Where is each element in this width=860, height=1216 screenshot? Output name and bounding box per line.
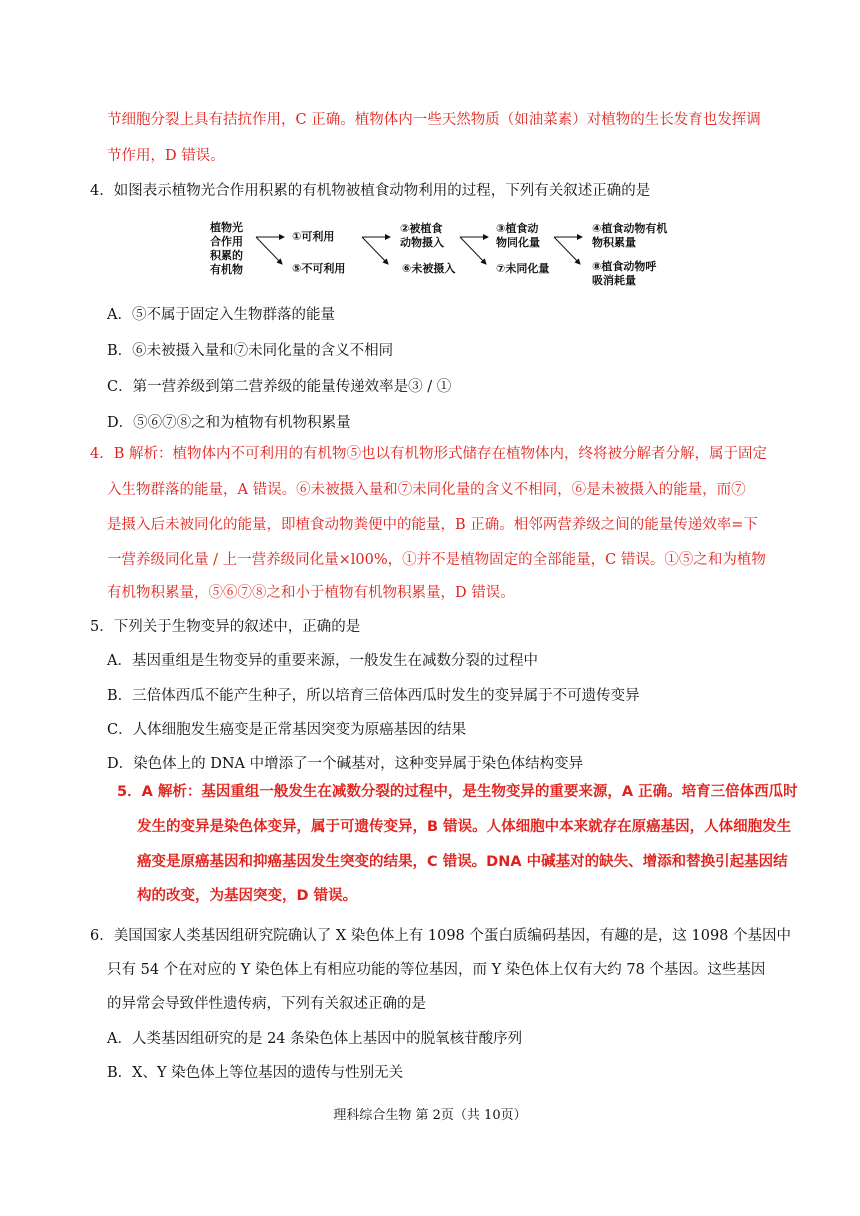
prev-answer-line-2: 节作用，D 错误。 [107, 148, 225, 164]
q5-answer-line-3: 癌变是原癌基因和抑癌基因发生突变的结果，C 错误。DNA 中碱基对的缺失、增添和替换引起基因结 [137, 854, 788, 870]
node-5-unusable: ⑤不可利用 [292, 262, 346, 275]
q5-option-d: D．染色体上的 DNA 中增添了一个碱基对，这种变异属于染色体结构变异 [107, 756, 584, 772]
node-8-respiration: ⑧植食动物呼 吸消耗量 [592, 260, 657, 287]
q4-answer-line-2: 入生物群落的能量，A 错误。⑥未被摄入量和⑦未同化量的含义不相同，⑥是未被摄入的能量，而⑦ [107, 482, 746, 498]
q4-stem: 4．如图表示植物光合作用积累的有机物被植食动物利用的过程，下列有关叙述正确的是 [90, 183, 651, 199]
q5-option-b: B．三倍体西瓜不能产生种子，所以培育三倍体西瓜时发生的变异属于不可遗传变异 [107, 688, 640, 704]
q6-option-b: B．X、Y 染色体上等位基因的遗传与性别无关 [107, 1065, 404, 1081]
node-7-not-assimilated: ⑦未同化量 [496, 262, 550, 275]
node-6-not-ingested: ⑥未被摄入 [402, 262, 456, 275]
page-footer: 理科综合生物 第 2页（共 10页） [333, 1108, 527, 1123]
q6-stem-line-1: 6．美国国家人类基因组研究院确认了 X 染色体上有 1098 个蛋白质编码基因，有趣的是，这 1098 个基因中 [90, 928, 792, 944]
q5-stem: 5．下列关于生物变异的叙述中，正确的是 [90, 619, 361, 635]
energy-flow-diagram [200, 218, 700, 292]
q6-stem-line-2: 只有 54 个在对应的 Y 染色体上有相应功能的等位基因，而 Y 染色体上仅有大约 78 个基因。这些基因 [107, 962, 766, 978]
node-source: 植物光 合作用 积累的 有机物 [210, 221, 243, 276]
prev-answer-line-1: 节细胞分裂上具有拮抗作用，C 正确。植物体内一些天然物质（如油菜素）对植物的生长发育也发挥调 [107, 112, 761, 128]
q5-answer-line-1: 5．A 解析：基因重组一般发生在减数分裂的过程中，是生物变异的重要来源，A 正确。培育三倍体西瓜时 [117, 784, 798, 800]
q4-answer-line-5: 有机物积累量，⑤⑥⑦⑧之和小于植物有机物积累量，D 错误。 [107, 585, 515, 601]
node-2-ingested: ②被植食 动物摄入 [400, 222, 444, 249]
q5-answer-line-4: 构的改变，为基因突变，D 错误。 [137, 888, 358, 904]
q4-option-c: C．第一营养级到第二营养级的能量传递效率是③ / ① [107, 379, 452, 395]
q5-answer-line-2: 发生的变异是染色体变异，属于可遗传变异，B 错误。人体细胞中本来就存在原癌基因，人体细胞发生 [137, 819, 792, 835]
q4-answer-line-4: 一营养级同化量 / 上一营养级同化量×l00%，①并不是植物固定的全部能量，C 错误。①⑤之和为植物 [107, 552, 766, 568]
node-1-usable: ①可利用 [292, 230, 335, 243]
q4-answer-line-1: 4．B 解析：植物体内不可利用的有机物⑤也以有机物形式储存在植物体内，终将被分解者分解，属于固定 [90, 446, 767, 462]
q5-option-c: C．人体细胞发生癌变是正常基因突变为原癌基因的结果 [107, 722, 467, 738]
node-4-accumulated: ④植食动物有机 物积累量 [592, 222, 668, 249]
node-3-assimilated: ③植食动 物同化量 [496, 222, 540, 249]
q4-option-d: D．⑤⑥⑦⑧之和为植物有机物积累量 [107, 415, 351, 431]
q6-option-a: A．人类基因组研究的是 24 条染色体上基因中的脱氧核苷酸序列 [107, 1031, 523, 1047]
q4-option-a: A．⑤不属于固定入生物群落的能量 [107, 307, 335, 323]
q6-stem-line-3: 的异常会导致伴性遗传病，下列有关叙述正确的是 [107, 996, 426, 1012]
q4-option-b: B．⑥未被摄入量和⑦未同化量的含义不相同 [107, 343, 394, 359]
q5-option-a: A．基因重组是生物变异的重要来源，一般发生在减数分裂的过程中 [107, 653, 538, 669]
q4-answer-line-3: 是摄入后未被同化的能量，即植食动物粪便中的能量，B 正确。相邻两营养级之间的能量传递效率=下 [107, 517, 758, 533]
